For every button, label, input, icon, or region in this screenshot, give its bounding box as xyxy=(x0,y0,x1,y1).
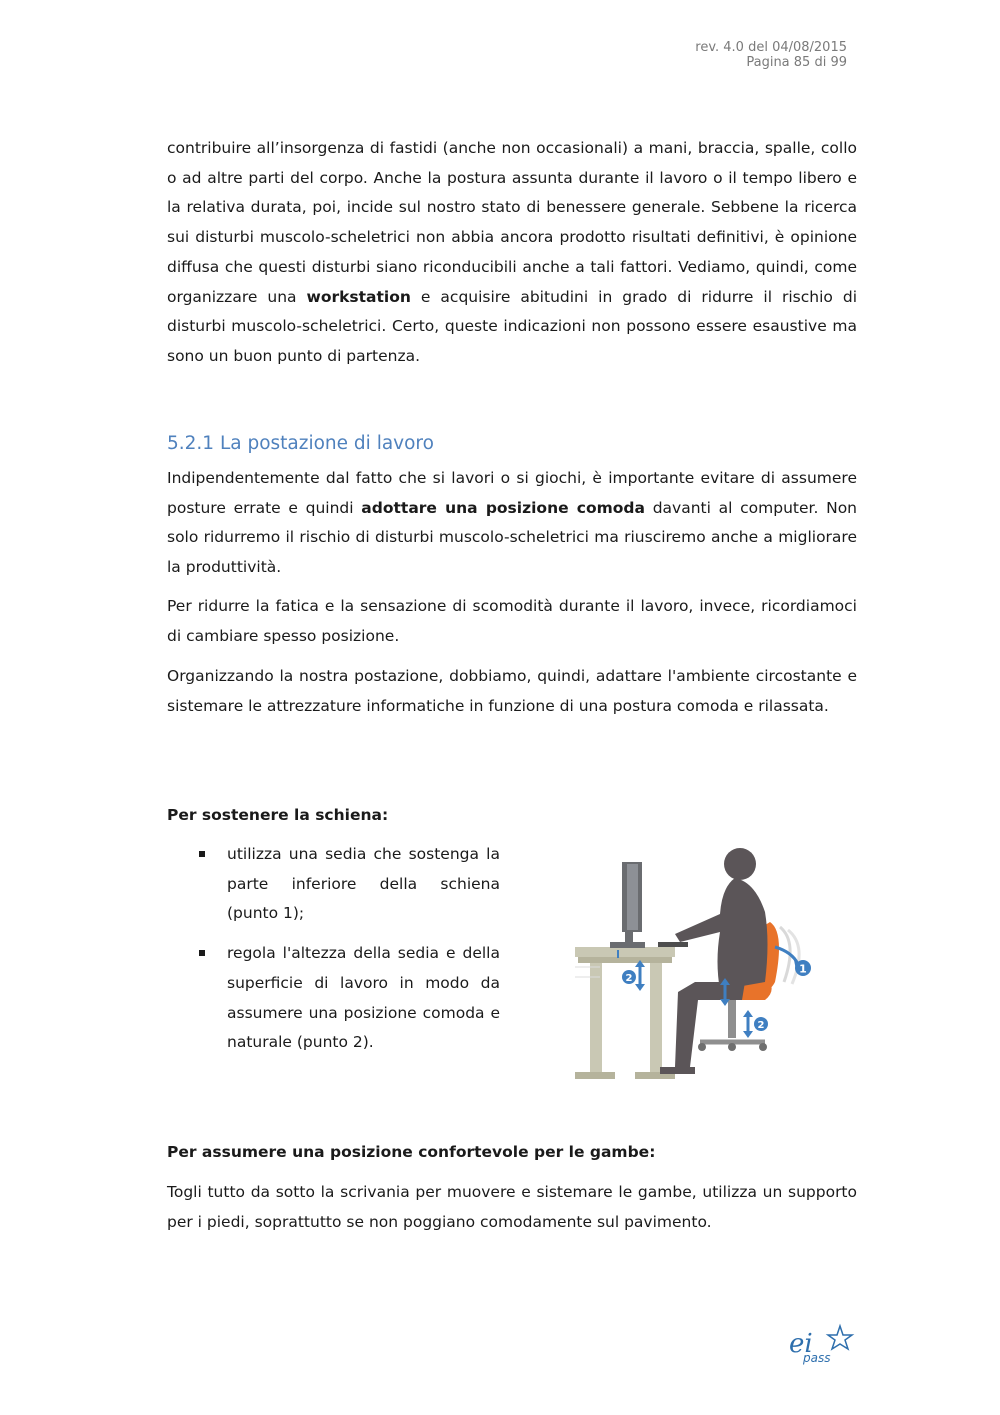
point-2-marker-desk xyxy=(622,970,636,984)
paragraph-fatigue: Per ridurre la fatica e la sensazione di scomodità durante il lavoro, invece, ricordiamoci di cambiare spesso posizione. xyxy=(167,597,857,645)
eipass-logo xyxy=(785,1322,860,1367)
paragraph-posture xyxy=(167,464,857,583)
bullet-square-icon xyxy=(199,950,205,956)
desk-illustration xyxy=(575,947,675,1079)
list-item-text: utilizza una sedia che sostenga la parte inferiore della schiena (punto 1); xyxy=(227,845,500,923)
point-1-label: 1 xyxy=(799,962,807,976)
paragraph-posture-text-2: davanti al computer. Non solo ridurremo il rischio di disturbi muscolo-scheletrici ma riusciremo anche a migliorare la produttività. xyxy=(167,498,858,577)
list-item-text: regola l'altezza della sedia e della superficie di lavoro in modo da assumere una posizione comoda e naturale (punto 2). xyxy=(227,944,500,1052)
subheading-legs: Per assumere una posizione confortevole per le gambe: xyxy=(167,1143,656,1161)
star-icon xyxy=(828,1326,852,1349)
bullet-list xyxy=(197,840,500,1068)
page-header xyxy=(695,40,847,70)
paragraph-legs: Togli tutto da sotto la scrivania per muovere e sistemare le gambe, utilizza un supporto per i piedi, soprattutto se non poggiano comodamente sul pavimento. xyxy=(167,1183,857,1231)
paragraph-intro-text-1: contribuire all’insorgenza di fastidi (anche non occasionali) a mani, braccia, spalle, collo o ad altre parti del corpo. Anche la postura assunta durante il lavoro o il tempo libero e la relativa durata, poi, incide sul nostro stato di benessere generale. Sebbene la ricerca sui disturbi muscolo-scheletrici non abbia ancora prodotto risultati definitivi, è opinione diffusa che questi disturbi siano riconducibili anche a tali fattori. Vediamo, quindi, come organizzare una xyxy=(167,139,857,306)
paragraph-workstation: Organizzando la nostra postazione, dobbiamo, quindi, adattare l'ambiente circostante e sistemare le attrezzature informatiche in funzione di una postura comoda e rilassata. xyxy=(167,667,857,715)
paragraph-intro-bold: workstation xyxy=(306,287,411,306)
bullet-square-icon xyxy=(199,851,205,857)
point-1-marker xyxy=(795,960,811,976)
logo-sub-text: pass xyxy=(803,1351,831,1365)
logo-main-text: ei xyxy=(789,1329,813,1359)
subheading-back-support: Per sostenere la schiena: xyxy=(167,806,389,824)
point-2-label-desk: 2 xyxy=(625,973,633,984)
list-item xyxy=(197,840,500,929)
paragraph-intro xyxy=(167,134,857,372)
revision-text: rev. 4.0 del 04/08/2015 xyxy=(695,40,847,55)
paragraph-posture-bold: adottare una posizione comoda xyxy=(361,498,645,517)
ergonomic-workstation-illustration xyxy=(570,842,825,1087)
paragraph-posture-text-1: Indipendentemente dal fatto che si lavori o si giochi, è importante evitare di assumere posture errate e quindi xyxy=(167,469,857,517)
page-number: Pagina 85 di 99 xyxy=(746,55,847,70)
point-2-label-chair: 2 xyxy=(757,1020,765,1031)
section-heading: 5.2.1 La postazione di lavoro xyxy=(167,433,434,454)
point-2-marker-chair xyxy=(754,1017,768,1031)
paragraph-intro-text-2: e acquisire abitudini in grado di ridurre il rischio di disturbi muscolo-scheletrici. Certo, queste indicazioni non possono essere esaustive ma sono un buon punto di partenza. xyxy=(167,287,857,365)
list-item xyxy=(197,939,500,1058)
